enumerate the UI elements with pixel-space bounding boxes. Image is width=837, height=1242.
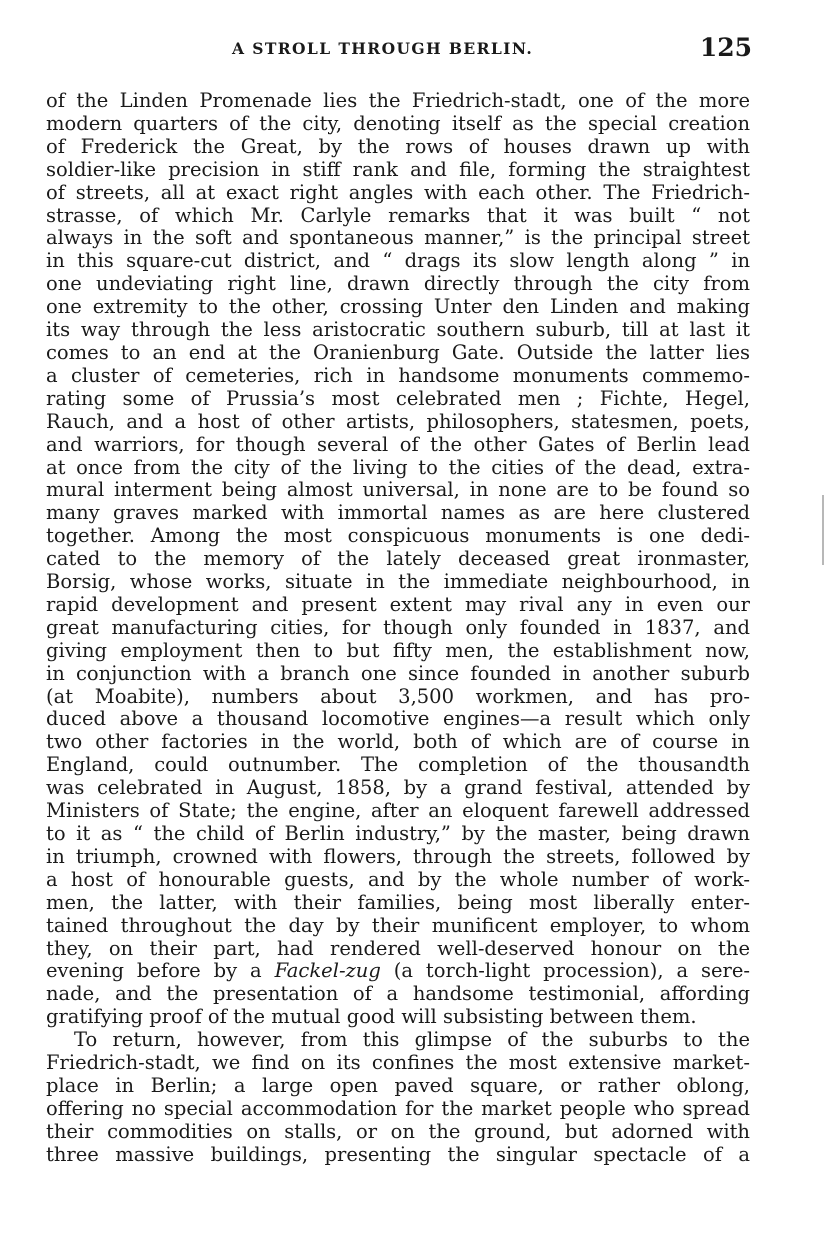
- page-edge-mark: [822, 495, 824, 565]
- paragraph-first-line: To return, however, from this glimpse of the suburbs to the: [74, 1028, 750, 1052]
- page-number: 125: [699, 33, 752, 62]
- text-line: a host of honourable guests, and by the whole number of work-: [46, 867, 750, 891]
- text-line: was celebrated in August, 1858, by a grand festival, attended by: [46, 776, 750, 800]
- text-line: offering no special accommodation for the market people who spread: [46, 1096, 750, 1120]
- text-line: comes to an end at the Oranienburg Gate. Outside the latter lies: [46, 340, 750, 364]
- text-line: in this square-cut district, and “ drags its slow length along ” in: [46, 249, 750, 273]
- text-line: always in the soft and spontaneous manner,” is the principal street: [46, 226, 750, 250]
- text-line: two other factories in the world, both of which are of course in: [46, 730, 750, 754]
- text-line: nade, and the presentation of a handsome testimonial, affording: [46, 982, 750, 1006]
- text-line: of streets, all at exact right angles with each other. The Friedrich-: [46, 180, 750, 204]
- text-line-with-italic: [46, 960, 750, 983]
- text-line: modern quarters of the city, denoting itself as the special creation: [46, 111, 750, 135]
- text-line: Ministers of State; the engine, after an eloquent farewell addressed: [46, 799, 750, 823]
- text-line: rating some of Prussia’s most celebrated men ; Fichte, Hegel,: [46, 386, 750, 410]
- text-line: together. Among the most conspicuous monuments is one dedi-: [46, 524, 750, 548]
- text-line: Friedrich-stadt, we find on its confines the most extensive market-: [46, 1051, 750, 1075]
- text-line: strasse, of which Mr. Carlyle remarks that it was built “ not: [46, 203, 750, 227]
- text-line: in conjunction with a branch one since founded in another suburb: [46, 661, 750, 685]
- text-line: and warriors, for though several of the other Gates of Berlin lead: [46, 432, 750, 456]
- text-line: one undeviating right line, drawn directly through the city from: [46, 272, 750, 296]
- text-line: of the Linden Promenade lies the Friedrich-stadt, one of the more: [46, 89, 750, 112]
- text-line: to it as “ the child of Berlin industry,” by the master, being drawn: [46, 822, 750, 845]
- text-line: at once from the city of the living to the cities of the dead, extra-: [46, 455, 750, 479]
- body-text: [46, 90, 750, 1167]
- text-line: place in Berlin; a large open paved square, or rather oblong,: [46, 1073, 750, 1097]
- text-line: men, the latter, with their families, being most liberally enter-: [46, 890, 750, 914]
- text-segment: (a torch-light procession), a sere-: [380, 959, 750, 983]
- text-line: of Frederick the Great, by the rows of houses drawn up with: [46, 134, 750, 158]
- text-line: many graves marked with immortal names as are here clustered: [46, 501, 750, 525]
- text-line: they, on their part, had rendered well-deserved honour on the: [46, 936, 750, 960]
- text-line: Rauch, and a host of other artists, philosophers, statesmen, poets,: [46, 409, 750, 433]
- running-title: A STROLL THROUGH BERLIN.: [232, 39, 534, 58]
- text-line: England, could outnumber. The completion of the thousandth: [46, 753, 750, 777]
- text-line: a cluster of cemeteries, rich in handsome monuments commemo-: [46, 363, 750, 387]
- text-line: three massive buildings, presenting the singular spectacle of a: [46, 1142, 750, 1166]
- text-line: cated to the memory of the lately deceased great ironmaster,: [46, 547, 750, 571]
- text-line: one extremity to the other, crossing Unter den Linden and making: [46, 295, 750, 319]
- text-line: mural interment being almost universal, in none are to be found so: [46, 478, 750, 502]
- text-line: duced above a thousand locomotive engines—a result which only: [46, 707, 750, 731]
- text-line: rapid development and present extent may rival any in even our: [46, 592, 750, 616]
- text-line: (at Moabite), numbers about 3,500 workmen, and has pro-: [46, 684, 750, 708]
- italic-term: Fackel-zug: [274, 959, 381, 983]
- text-line: giving employment then to but fifty men, the establishment now,: [46, 638, 750, 662]
- text-line: in triumph, crowned with flowers, through the streets, followed by: [46, 844, 750, 868]
- text-line: Borsig, whose works, situate in the immediate neighbourhood, in: [46, 570, 750, 594]
- text-line: great manufacturing cities, for though only founded in 1837, and: [46, 615, 750, 639]
- text-segment: evening before by a: [46, 959, 275, 983]
- text-line: tained throughout the day by their munificent employer, to whom: [46, 913, 750, 937]
- page-header: [232, 33, 752, 65]
- text-line: their commodities on stalls, or on the ground, but adorned with: [46, 1119, 750, 1143]
- paragraph-end-line: gratifying proof of the mutual good will subsisting between them.: [46, 1005, 697, 1029]
- text-line: soldier-like precision in stiff rank and file, forming the straightest: [46, 157, 750, 181]
- text-line: its way through the less aristocratic southern suburb, till at last it: [46, 318, 750, 342]
